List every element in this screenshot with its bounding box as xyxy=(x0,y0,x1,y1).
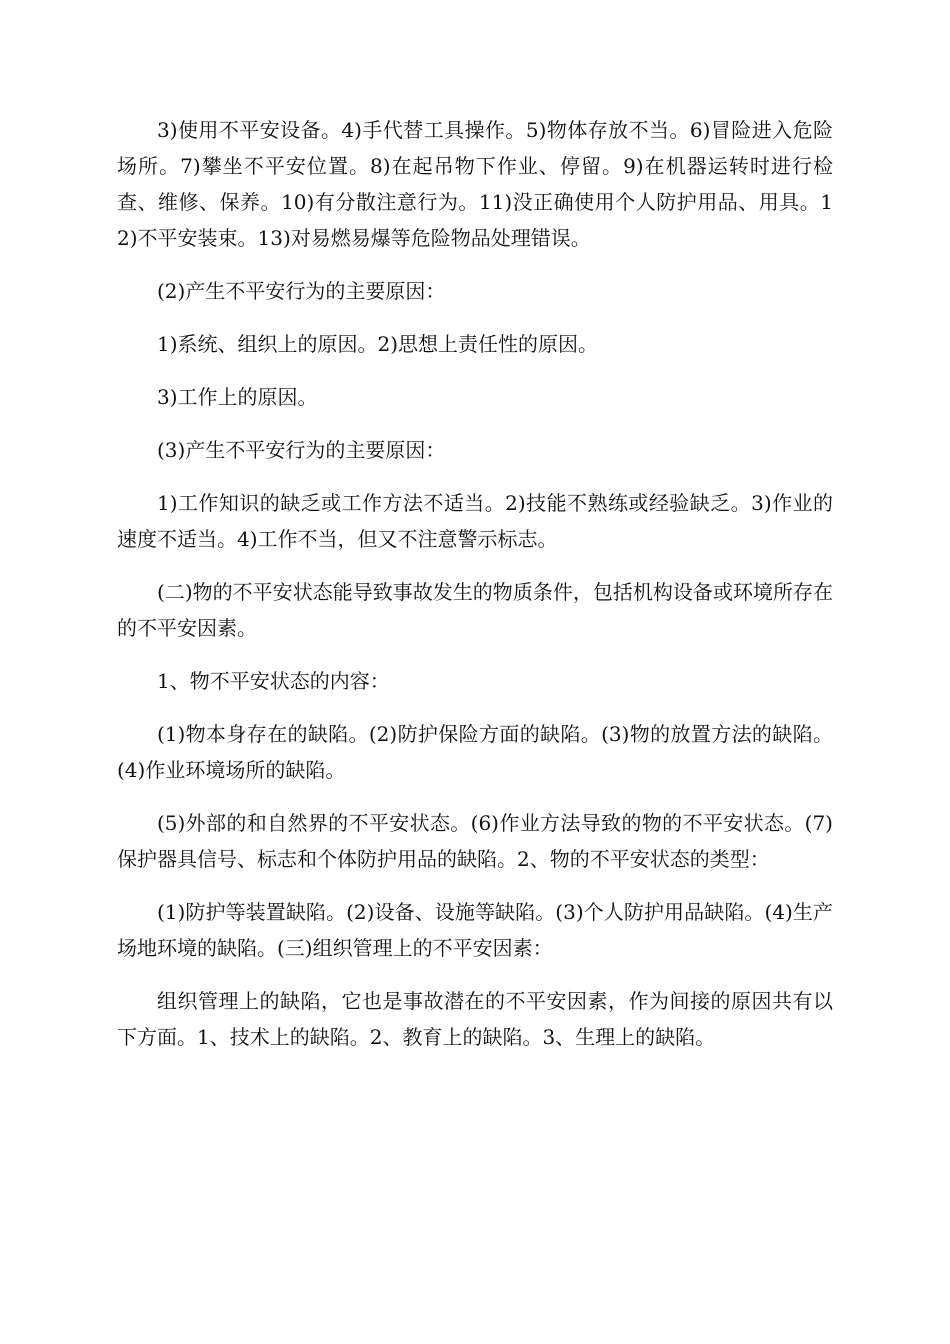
paragraph-system-causes: 1)系统、组织上的原因。2)思想上责任性的原因。 xyxy=(157,332,599,356)
paragraph-condition-types: (1)防护等装置缺陷。(2)设备、设施等缺陷。(3)个人防护用品缺陷。(4)生产场地环境的缺陷。(三)组织管理上的不平安因素： xyxy=(117,900,833,960)
paragraph-condition-defects-2: (5)外部的和自然界的不平安状态。(6)作业方法导致的物的不平安状态。(7)保护器具信号、标志和个体防护用品的缺陷。2、物的不平安状态的类型： xyxy=(117,811,833,871)
document-body xyxy=(117,112,833,1072)
paragraph-heading-cause-3: (3)产生不平安行为的主要原因： xyxy=(157,438,446,462)
paragraph-knowledge-causes: 1)工作知识的缺乏或工作方法不适当。2)技能不熟练或经验缺乏。3)作业的速度不适当。4)工作不当，但又不注意警示标志。 xyxy=(117,491,833,551)
paragraph-heading-cause-2: (2)产生不平安行为的主要原因： xyxy=(157,279,446,303)
paragraph-management-defects: 组织管理上的缺陷，它也是事故潜在的不平安因素，作为间接的原因共有以下方面。1、技术上的缺陷。2、教育上的缺陷。3、生理上的缺陷。 xyxy=(117,989,833,1049)
paragraph-unsafe-conditions-intro: (二)物的不平安状态能导致事故发生的物质条件，包括机构设备或环境所存在的不平安因素。 xyxy=(117,580,833,640)
paragraph-work-cause: 3)工作上的原因。 xyxy=(157,385,318,409)
paragraph-heading-condition-content: 1、物不平安状态的内容： xyxy=(157,669,390,693)
paragraph-condition-defects-1: (1)物本身存在的缺陷。(2)防护保险方面的缺陷。(3)物的放置方法的缺陷。(4)作业环境场所的缺陷。 xyxy=(117,722,833,782)
paragraph-unsafe-acts-list: 3)使用不平安设备。4)手代替工具操作。5)物体存放不当。6)冒险进入危险场所。7)攀坐不平安位置。8)在起吊物下作业、停留。9)在机器运转时进行检查、维修、保养。10)有分散注意行为。11)没正确使用个人防护用品、用具。12)不平安装束。13)对易燃易爆等危险物品处理错误。 xyxy=(117,118,833,250)
